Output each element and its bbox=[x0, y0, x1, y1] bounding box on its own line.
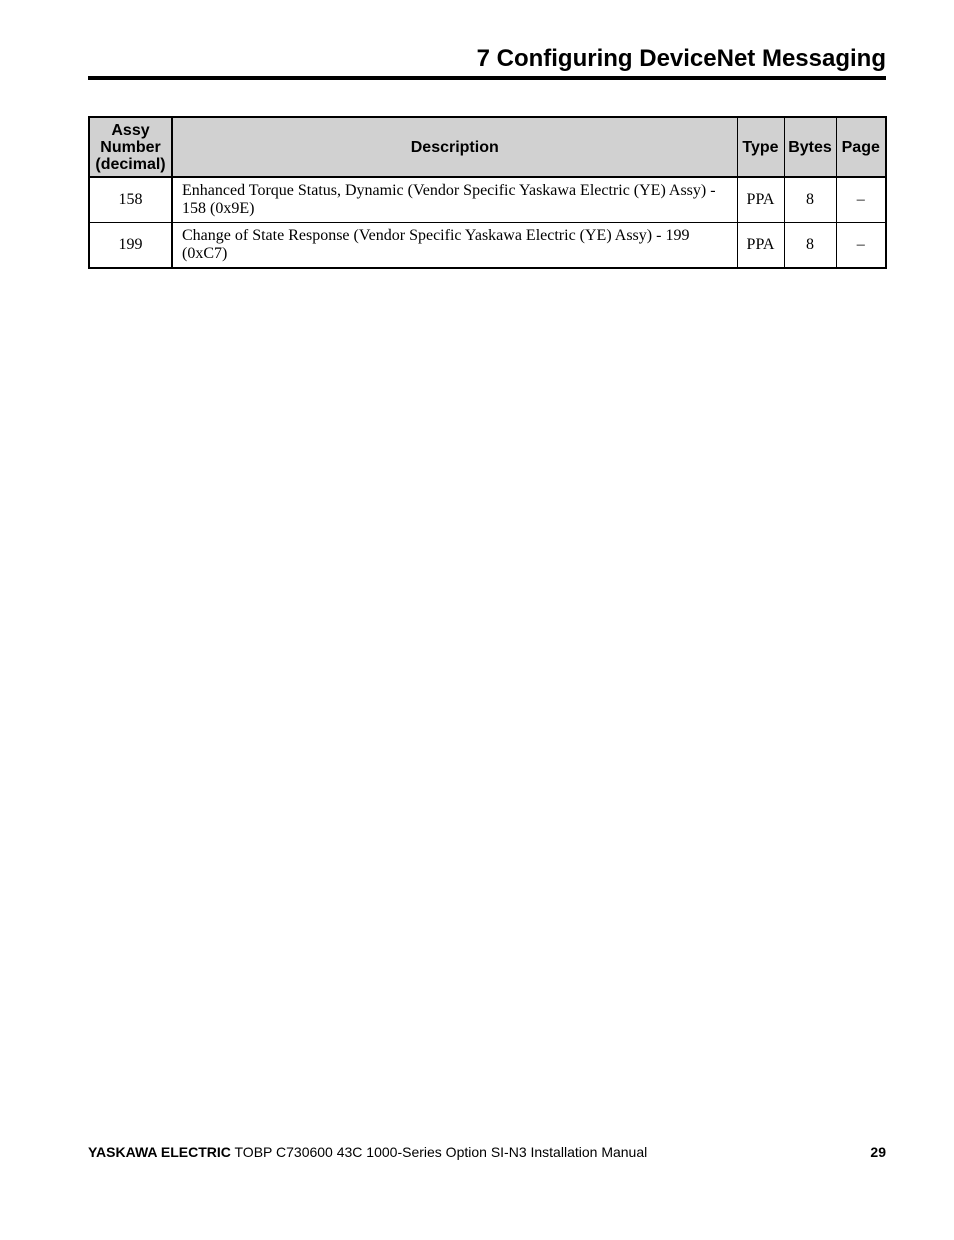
column-header-description: Description bbox=[172, 117, 737, 177]
bytes-cell: 8 bbox=[784, 223, 836, 269]
table-row bbox=[89, 177, 886, 223]
footer-brand: YASKAWA ELECTRIC bbox=[88, 1144, 231, 1160]
page-header bbox=[88, 44, 886, 80]
description-cell: Enhanced Torque Status, Dynamic (Vendor Specific Yaskawa Electric (YE) Assy) - 158 (0x9E) bbox=[172, 177, 737, 223]
page-footer bbox=[88, 1142, 886, 1162]
type-cell: PPA bbox=[737, 223, 784, 269]
description-cell: Change of State Response (Vendor Specific Yaskawa Electric (YE) Assy) - 199 (0xC7) bbox=[172, 223, 737, 269]
column-header-type: Type bbox=[737, 117, 784, 177]
page-number: 29 bbox=[870, 1144, 886, 1160]
assembly-table bbox=[88, 116, 887, 269]
assy-number-cell: 158 bbox=[89, 177, 172, 223]
assy-number-cell: 199 bbox=[89, 223, 172, 269]
page-cell: – bbox=[836, 177, 886, 223]
type-cell: PPA bbox=[737, 177, 784, 223]
page-cell: – bbox=[836, 223, 886, 269]
column-header-bytes: Bytes bbox=[784, 117, 836, 177]
column-header-page: Page bbox=[836, 117, 886, 177]
footer-manual-title bbox=[88, 1142, 647, 1162]
table-header-row bbox=[89, 117, 886, 177]
footer-manual-name: TOBP C730600 43C 1000-Series Option SI-N3 Installation Manual bbox=[230, 1144, 648, 1160]
bytes-cell: 8 bbox=[784, 177, 836, 223]
table-row bbox=[89, 223, 886, 269]
column-header-assy-number: Assy Number (decimal) bbox=[89, 117, 172, 177]
section-title: 7 Configuring DeviceNet Messaging bbox=[476, 45, 886, 72]
